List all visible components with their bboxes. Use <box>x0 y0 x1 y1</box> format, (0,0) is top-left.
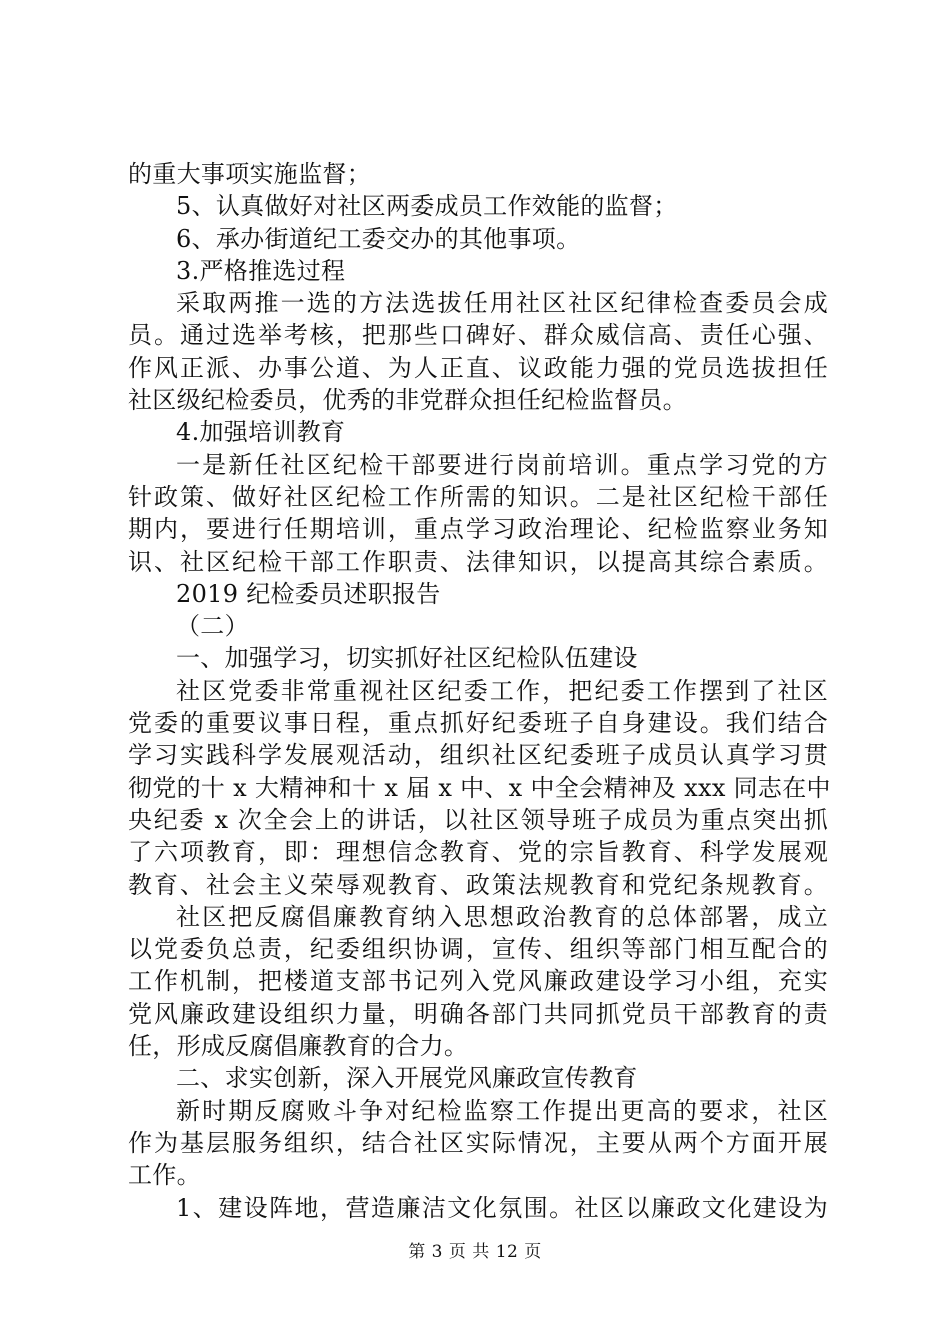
text-line: 期内，要进行任期培训，重点学习政治理论、纪检监察业务知 <box>128 515 828 544</box>
text-line: 5、认真做好对社区两委成员工作效能的监督； <box>176 192 678 221</box>
report-part-label: （二） <box>176 612 249 641</box>
text-line: 采取两推一选的方法选拔任用社区社区纪律检查委员会成 <box>176 289 828 318</box>
section-heading: 一、加强学习，切实抓好社区纪检队伍建设 <box>176 644 638 673</box>
text-line: 社区党委非常重视社区纪委工作，把纪委工作摆到了社区 <box>176 676 828 705</box>
section-heading: 4.加强培训教育 <box>176 418 346 447</box>
text-line: 新时期反腐败斗争对纪检监察工作提出更高的要求，社区 <box>176 1096 828 1125</box>
text-line: 央纪委 x 次全会上的讲话，以社区领导班子成员为重点突出抓 <box>128 805 828 834</box>
text-line: 员。通过选举考核，把那些口碑好、群众威信高、责任心强、 <box>128 321 828 350</box>
text-line: 党风廉政建设组织力量，明确各部门共同抓党员干部教育的责 <box>128 999 828 1028</box>
document-body <box>128 158 831 1224</box>
section-heading: 二、求实创新，深入开展党风廉政宣传教育 <box>176 1064 638 1093</box>
text-line: 的重大事项实施监督； <box>128 160 371 188</box>
text-line: 了六项教育，即：理想信念教育、党的宗旨教育、科学发展观 <box>128 838 828 867</box>
section-heading: 3.严格推选过程 <box>176 256 346 285</box>
text-line: 学习实践科学发展观活动，组织社区纪委班子成员认真学习贯 <box>128 741 828 770</box>
text-line: 6、承办街道纪工委交办的其他事项。 <box>176 224 581 253</box>
text-line: 以党委负总责，纪委组织协调，宣传、组织等部门相互配合的 <box>128 935 828 964</box>
text-line: 教育、社会主义荣辱观教育、政策法规教育和党纪条规教育。 <box>128 870 828 899</box>
text-line: 党委的重要议事日程，重点抓好纪委班子自身建设。我们结合 <box>128 709 828 738</box>
text-line: 社区把反腐倡廉教育纳入思想政治教育的总体部署，成立 <box>176 902 828 931</box>
text-line: 工作机制，把楼道支部书记列入党风廉政建设学习小组，充实 <box>128 967 828 996</box>
text-line: 作为基层服务组织，结合社区实际情况，主要从两个方面开展 <box>128 1128 828 1157</box>
page-number-footer: 第 3 页 共 12 页 <box>408 1242 542 1262</box>
text-line: 彻党的十 x 大精神和十 x 届 x 中、x 中全会精神及 xxx 同志在中 <box>128 773 831 802</box>
text-line: 任，形成反腐倡廉教育的合力。 <box>128 1032 469 1061</box>
report-title: 2019 纪检委员述职报告 <box>176 579 441 608</box>
text-line: 针政策、做好社区纪检工作所需的知识。二是社区纪检干部任 <box>128 482 828 511</box>
text-line: 社区级纪检委员，优秀的非党群众担任纪检监督员。 <box>128 386 687 415</box>
text-line: 一是新任社区纪检干部要进行岗前培训。重点学习党的方 <box>176 450 828 479</box>
text-line: 1、建设阵地，营造廉洁文化氛围。社区以廉政文化建设为 <box>176 1193 828 1222</box>
text-line: 工作。 <box>128 1161 201 1190</box>
text-line: 作风正派、办事公道、为人正直、议政能力强的党员选拔担任 <box>128 353 828 382</box>
text-line: 识、社区纪检干部工作职责、法律知识，以提高其综合素质。 <box>128 547 828 576</box>
